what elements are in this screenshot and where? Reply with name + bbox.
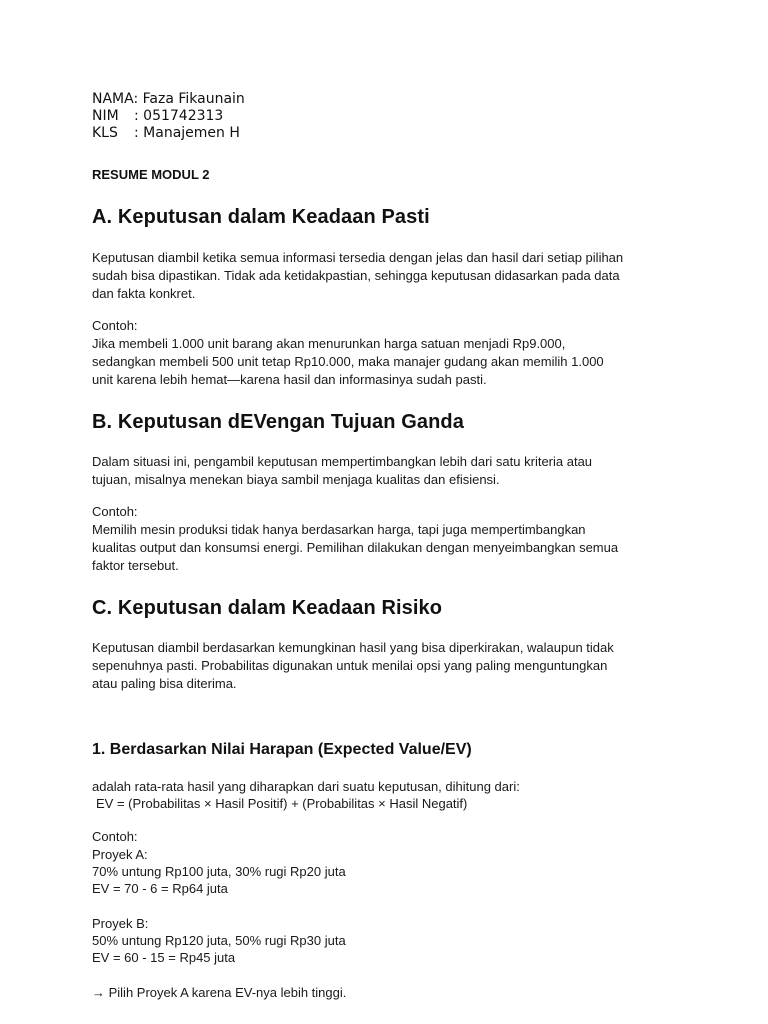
proyek-b-block: Proyek B: 50% untung Rp120 juta, 50% rugi Rp30 juta EV = 60 - 15 = Rp45 juta bbox=[92, 916, 346, 965]
ev-heading: 1. Berdasarkan Nilai Harapan (Expected Value/EV) bbox=[92, 741, 472, 758]
proyek-a-block: Proyek A: 70% untung Rp100 juta, 30% rugi Rp20 juta EV = 70 - 6 = Rp64 juta bbox=[92, 847, 346, 896]
section-b-paragraph: Dalam situasi ini, pengambil keputusan mempertimbangkan lebih dari satu kriteria atau tujuan, misalnya menekan biaya sambil menjaga kualitas dan efisiensi. bbox=[92, 454, 593, 487]
section-b-example: Contoh: Memilih mesin produksi tidak hanya berdasarkan harga, tapi juga mempertimbangkan kualitas output dan konsumsi energi. Pemilihan dilakukan dengan menyeimbangkan semua faktor tersebut. bbox=[92, 503, 682, 575]
contoh-label: Contoh: bbox=[92, 504, 138, 519]
student-nim bbox=[92, 108, 245, 125]
section-a-example: Contoh: Jika membeli 1.000 unit barang akan menurunkan harga satuan menjadi Rp9.000, sedangkan membeli 500 unit tetap Rp10.000, maka manajer gudang akan memilih 1.000 unit karena lebih hemat—karena hasil dan informasinya sudah pasti. bbox=[92, 317, 682, 389]
identity-block bbox=[92, 91, 245, 142]
section-c-heading: C. Keputusan dalam Keadaan Risiko bbox=[92, 597, 443, 619]
kls-value: : Manajemen H bbox=[134, 125, 240, 141]
section-a-heading: A. Keputusan dalam Keadaan Pasti bbox=[92, 206, 430, 228]
ev-contoh-label: Contoh: bbox=[92, 829, 138, 844]
contoh-label: Contoh: bbox=[92, 318, 138, 333]
document-title: RESUME MODUL 2 bbox=[92, 167, 210, 182]
student-class bbox=[92, 125, 245, 142]
nim-label: NIM bbox=[92, 108, 119, 124]
section-a-paragraph: Keputusan diambil ketika semua informasi tersedia dengan jelas dan hasil dari setiap pilihan sudah bisa dipastikan. Tidak ada ketidakpastian, sehingga keputusan didasarkan pada data dan fakta konkret. bbox=[92, 250, 624, 301]
kls-label: KLS bbox=[92, 125, 118, 141]
section-b-heading: B. Keputusan dEVengan Tujuan Ganda bbox=[92, 411, 464, 433]
section-c-paragraph: Keputusan diambil berdasarkan kemungkinan hasil yang bisa diperkirakan, walaupun tidak sepenuhnya pasti. Probabilitas digunakan untuk menilai opsi yang paling menguntungkan atau paling bisa diterima. bbox=[92, 640, 614, 691]
nim-value: : 051742313 bbox=[134, 108, 224, 124]
ev-definition: adalah rata-rata hasil yang diharapkan dari suatu keputusan, dihitung dari: EV = (Probabilitas × Hasil Positif) + (Probabilitas × Hasil Negatif) bbox=[92, 779, 520, 811]
student-name: NAMA: Faza Fikaunain bbox=[92, 91, 245, 107]
ev-conclusion: → Pilih Proyek A karena EV-nya lebih tinggi. bbox=[92, 985, 347, 1000]
